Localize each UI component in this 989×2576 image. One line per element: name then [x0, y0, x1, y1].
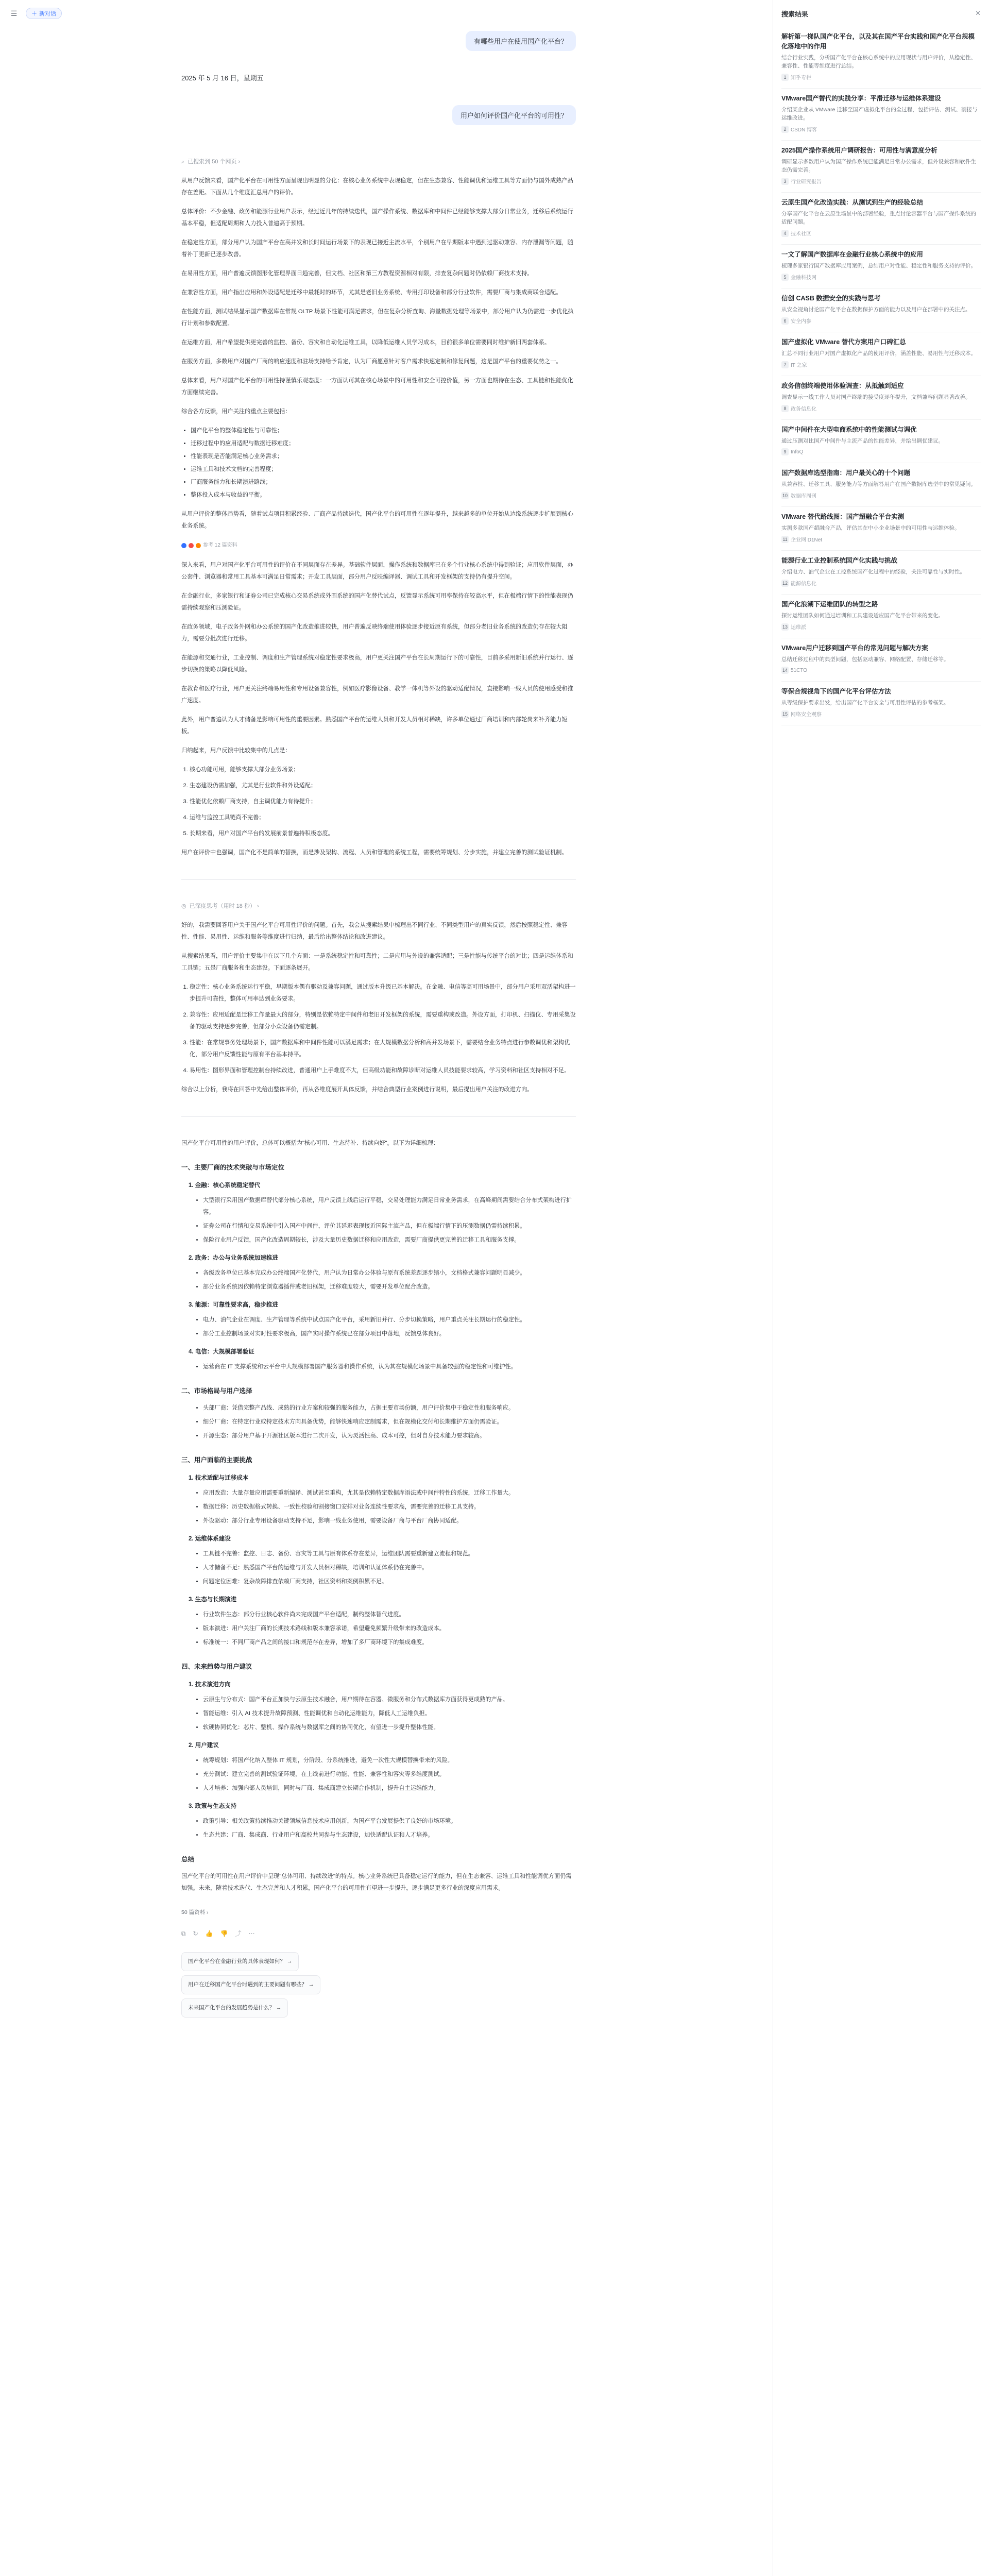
result-title[interactable]: 一文了解国产数据库在金融行业核心系统中的应用 [781, 251, 924, 258]
result-title[interactable]: 等保合规视角下的国产化平台评估方法 [781, 688, 891, 695]
result-item[interactable] [781, 420, 981, 463]
list-item: 2. 兼容性：应用适配是迁移工作量最大的部分，特别是依赖特定中间件和老旧开发框架的系统，需要重构或改造。外设方面，打印机、扫描仪、专用采集设备的驱动支持逐步完善，但部分小众设备仍需定制。 [190, 1009, 576, 1033]
result-index: 8 [781, 405, 789, 412]
result-index: 2 [781, 126, 789, 133]
section-title: 三、用户面临的主要挑战 [181, 1456, 252, 1464]
result-source: 行业研究报告 [791, 179, 822, 185]
list-item: • 国产化平台的整体稳定性与可靠性； [191, 425, 576, 437]
result-index: 13 [782, 624, 788, 630]
divider [181, 879, 576, 880]
sources-line[interactable] [181, 539, 576, 551]
list-item: • 人才储备不足：熟悉国产平台的运维与开发人员相对稀缺，培训和认证体系仍在完善中。 [203, 1562, 576, 1574]
thumb-up-icon[interactable]: 👍 [205, 1930, 213, 1937]
result-item[interactable] [781, 27, 981, 89]
list-item: • 统筹规划：将国产化纳入整体 IT 规划，分阶段、分系统推进，避免一次性大规模替换带来的风险。 [203, 1755, 576, 1767]
result-item[interactable] [781, 332, 981, 376]
answer-paragraph: 在教育和医疗行业，用户更关注终端易用性和专用设备兼容性，例如医疗影像设备、教学一体机等外设的驱动适配情况，直接影响一线人员的使用感受和推广速度。 [181, 686, 573, 704]
result-title[interactable]: 信创 CASB 数据安全的实践与思考 [781, 295, 881, 302]
result-source: 运维派 [791, 625, 806, 631]
list-item: • 版本演进：用户关注厂商的长期技术路线和版本兼容承诺，希望避免频繁升级带来的改造成本。 [203, 1623, 576, 1635]
result-meta [781, 229, 981, 237]
list-item: • 行业软件生态：部分行业核心软件尚未完成国产平台适配，制约整体替代进度。 [203, 1609, 576, 1621]
list-item: • 问题定位困难：复杂故障排查依赖厂商支持，社区资料和案例积累不足。 [203, 1576, 576, 1588]
list-item: 2. 生态建设仍需加强，尤其是行业软件和外设适配； [190, 780, 576, 792]
result-item[interactable] [781, 638, 981, 682]
list-item: • 人才培养：加强内部人员培训，同时与厂商、集成商建立长期合作机制，提升自主运维能力。 [203, 1783, 576, 1794]
result-source: IT 之家 [791, 363, 807, 368]
deep-paragraphs [181, 560, 576, 738]
section-title: 一、主要厂商的技术突破与市场定位 [181, 1164, 285, 1171]
list-item: • 迁移过程中的应用适配与数据迁移难度； [191, 438, 576, 450]
section-title: 二、市场格局与用户选择 [181, 1387, 252, 1395]
answer-paragraphs [181, 175, 576, 399]
result-snippet: 从等级保护要求出发，给出国产化平台安全与可用性评估的参考框架。 [781, 700, 949, 706]
divider [181, 1116, 576, 1117]
result-meta [781, 448, 981, 455]
result-title[interactable]: 2025国产操作系统用户调研报告：可用性与满意度分析 [781, 147, 937, 154]
reference-chip[interactable]: 50 篇资料 › [181, 1909, 209, 1916]
result-meta [781, 535, 981, 543]
result-item[interactable] [781, 595, 981, 638]
result-snippet: 介绍某企业从 VMware 迁移至国产虚拟化平台的全过程，包括评估、测试、割接与运维改进。 [781, 107, 978, 121]
subsection-title: 3. 政策与生态支持 [189, 1803, 237, 1809]
result-meta [781, 667, 981, 674]
regenerate-icon[interactable]: ↻ [193, 1930, 198, 1937]
result-index: 15 [782, 711, 788, 717]
result-title[interactable]: 云原生国产化改造实践：从测试到生产的经验总结 [781, 199, 924, 206]
list-item: 3. 性能优化依赖厂商支持，自主调优能力有待提升； [190, 796, 576, 808]
answer-paragraph: 总体来看，用户对国产化平台的可用性持谨慎乐观态度：一方面认可其在核心场景中的可用性和安全可控价值，另一方面也期待在生态、工具链和性能优化方面继续完善。 [181, 378, 573, 396]
third-para: 综合以上分析，我将在回答中先给出整体评价，再从各维度展开具体反馈，并结合典型行业案例进行说明，最后提出用户关注的改进方向。 [181, 1087, 533, 1093]
search-hint-label: 已搜索到 50 个网页 › [187, 159, 241, 165]
think-icon: ◎ [181, 903, 186, 909]
answer-paragraph: 在稳定性方面，部分用户认为国产平台在高并发和长时间运行场景下的表现已接近主流水平，个别用户在早期版本中遇到过驱动兼容、内存泄漏等问题，随着补丁更新已逐步改善。 [181, 240, 573, 258]
list-item: • 应用改造：大量存量应用需要重新编译、测试甚至重构，尤其是依赖特定数据库语法或中间件特性的系统，迁移工作量大。 [203, 1487, 576, 1499]
result-source: CSDN 博客 [791, 127, 817, 133]
list-item: • 生态共建：厂商、集成商、行业用户和高校共同参与生态建设，加快适配认证和人才培养。 [203, 1829, 576, 1841]
concern-list [191, 425, 576, 501]
list-item: 1. 核心功能可用，能够支撑大部分业务场景； [190, 764, 576, 776]
user-message-1: 有哪些用户在使用国产化平台？ [466, 31, 576, 51]
list-item: • 智能运维：引入 AI 技术提升故障预测、性能调优和自动化运维能力，降低人工运维负担。 [203, 1708, 576, 1720]
result-item[interactable] [781, 141, 981, 193]
subsection-title: 1. 技术演进方向 [189, 1682, 231, 1688]
result-index: 12 [782, 580, 788, 586]
subsection-title: 2. 政务：办公与业务系统加速推进 [189, 1255, 278, 1261]
list-item: • 运维工具和技术文档的完善程度； [191, 464, 576, 476]
more-icon[interactable]: ⋯ [248, 1930, 255, 1937]
result-snippet: 从安全视角讨论国产化平台在数据保护方面的能力以及用户在部署中的关注点。 [781, 307, 971, 313]
answer-paragraph: 从用户反馈来看，国产化平台在可用性方面呈现出明显的分化：在核心业务系统中表现稳定，但在生态兼容、性能调优和运维工具等方面仍与国外成熟产品存在差距。下面从几个维度汇总用户的评价。 [181, 178, 573, 196]
result-item[interactable] [781, 289, 981, 332]
result-meta [781, 125, 981, 133]
result-item[interactable] [781, 193, 981, 245]
list-item: • 政策引导：相关政策持续推动关键领域信息技术应用创新，为国产平台发展提供了良好的市场环境。 [203, 1816, 576, 1827]
answer-paragraph: 总体评价：不少金融、政务和能源行业用户表示，经过近几年的持续迭代，国产操作系统、数据库和中间件已经能够支撑大部分日常业务，迁移后系统运行基本平稳，但适配周期和人力投入普遍高于预期。 [181, 209, 573, 227]
result-source: InfoQ [791, 449, 804, 455]
list-item: 5. 长期来看，用户对国产平台的发展前景普遍持积极态度。 [190, 828, 576, 840]
thinking-list [181, 981, 576, 1077]
closing-para: 用户在评价中也强调，国产化不是简单的替换，而是涉及架构、流程、人员和管理的系统工程，需要统筹规划、分步实施，并建立完善的测试验证机制。 [181, 850, 568, 856]
result-snippet: 介绍电力、油气企业在工控系统国产化过程中的经验，关注可靠性与实时性。 [781, 569, 965, 575]
list-item: 1. 稳定性：核心业务系统运行平稳，早期版本偶有驱动及兼容问题，通过版本升级已基本解决。在金融、电信等高可用场景中，部分用户采用双活架构进一步提升可靠性，整体可用率达到业务要求。 [190, 981, 576, 1005]
list-item: • 数据迁移：历史数据格式转换、一致性校验和割接窗口安排对业务连续性要求高，需要完善的迁移工具支持。 [203, 1501, 576, 1513]
answer-paragraph: 深入来看，用户对国产化平台可用性的评价在不同层面存在差异。基础软件层面，操作系统和数据库已在多个行业核心系统中得到验证；应用软件层面，办公套件、浏览器和常用工具基本可满足日常需求；开发工具层面，部分用户反映编译器、调试工具和开发框架的支持仍有提升空间。 [181, 562, 573, 580]
date-heading: 2025 年 5 月 16 日，星期五 [181, 74, 264, 82]
copy-icon[interactable]: ⧉ [181, 1930, 186, 1937]
answer-paragraph: 在兼容性方面，用户指出应用和外设适配是迁移中最耗时的环节，尤其是老旧业务系统、专用打印设备和部分行业软件，需要厂商与集成商联合适配。 [181, 290, 562, 296]
result-meta [781, 623, 981, 631]
result-snippet: 分享国产化平台在云原生场景中的部署经验，重点讨论容器平台与国产操作系统的适配问题。 [781, 211, 976, 225]
result-title[interactable]: 国产数据库选型指南：用户最关心的十个问题 [781, 469, 911, 477]
result-item[interactable] [781, 507, 981, 551]
bullet-list [203, 1314, 576, 1340]
list-item: • 电力、油气企业在调度、生产管理等系统中试点国产化平台，采用新旧并行、分步切换策略，用户重点关注长期运行的稳定性。 [203, 1314, 576, 1326]
answer-paragraph: 在易用性方面，用户普遍反馈图形化管理界面日趋完善，但文档、社区和第三方教程资源相对有限，排查复杂问题时仍依赖厂商技术支持。 [181, 270, 533, 277]
list-item: • 外设驱动：部分行业专用设备驱动支持不足，影响一线业务使用，需要设备厂商与平台厂商协同适配。 [203, 1515, 576, 1527]
panel-title: 搜索结果 [781, 10, 809, 18]
result-title[interactable]: VMware 替代路线图：国产超融合平台实测 [781, 513, 905, 520]
result-item[interactable] [781, 463, 981, 507]
list-item: • 大型银行采用国产数据库替代部分核心系统，用户反馈上线后运行平稳，交易处理能力满足日常业务需求，在高峰期间需要结合分布式架构进行扩容。 [203, 1195, 576, 1218]
search-hint[interactable] [181, 156, 576, 168]
list-item: • 云原生与分布式：国产平台正加快与云原生技术融合，用户期待在容器、微服务和分布式数据库方面获得更成熟的产品。 [203, 1694, 576, 1706]
bullet-list [203, 1755, 576, 1794]
answer-paragraph: 在性能方面，测试结果显示国产数据库在常规 OLTP 场景下性能可满足需求，但在复杂分析查询、海量数据处理等场景中，部分用户认为仍需进一步优化执行计划和参数配置。 [181, 309, 574, 327]
bullet-list [203, 1487, 576, 1527]
source-dot-icon [189, 543, 194, 548]
numbered-intro: 归纳起来，用户反馈中比较集中的几点是： [181, 748, 291, 754]
result-meta [781, 73, 981, 81]
list-item: • 厂商服务能力和长期演进路线； [191, 477, 576, 488]
result-index: 7 [781, 361, 789, 368]
close-icon[interactable]: ✕ [975, 9, 981, 17]
search-results-panel [773, 0, 989, 2576]
list-item: • 证券公司在行情和交易系统中引入国产中间件，评价其延迟表现接近国际主流产品，但在极端行情下的压测数据仍需持续积累。 [203, 1221, 576, 1232]
result-source: 能源信息化 [791, 581, 816, 587]
result-snippet: 调查显示一线工作人员对国产终端的接受度逐年提升，文档兼容问题显著改善。 [781, 394, 971, 400]
sidebar-toggle-icon[interactable]: ☰ [10, 9, 18, 18]
answer-sections [181, 1162, 576, 1841]
list-item: • 保险行业用户反馈，国产化改造周期较长，涉及大量历史数据迁移和应用改造，需要厂商提供更完善的迁移工具和服务支撑。 [203, 1234, 576, 1246]
answer-paragraph: 在运维方面，用户希望提供更完善的监控、备份、容灾和自动化运维工具，以降低运维人员学习成本，目前很多单位需要同时维护新旧两套体系。 [181, 340, 551, 346]
result-meta [781, 361, 981, 368]
result-snippet: 总结迁移过程中的典型问题，包括驱动兼容、网络配置、存储迁移等。 [781, 656, 949, 663]
list-item: • 开源生态：部分用户基于开源社区版本进行二次开发，认为灵活性高、成本可控，但对自身技术能力要求较高。 [203, 1430, 576, 1442]
list-item: 4. 易用性：图形界面和管理控制台持续改进，普通用户上手难度不大，但高级功能和故障诊断对运维人员技能要求较高，学习资料和社区支持相对不足。 [190, 1065, 576, 1077]
source-dot-icon [181, 543, 186, 548]
result-snippet: 结合行业实践，分析国产化平台在核心系统中的应用现状与用户评价，从稳定性、兼容性、性能等维度进行总结。 [781, 55, 976, 69]
list-item: • 运营商在 IT 支撑系统和云平台中大规模部署国产服务器和操作系统，认为其在规模化场景中具备较强的稳定性和可维护性。 [203, 1361, 576, 1373]
result-index: 6 [781, 317, 789, 325]
result-index: 14 [782, 668, 788, 673]
result-index: 1 [781, 74, 789, 81]
assistant-answer [181, 156, 576, 2018]
result-index: 3 [781, 178, 789, 185]
result-source: 数据库周刊 [791, 494, 816, 499]
list-item: • 整体投入成本与收益的平衡。 [191, 489, 576, 501]
result-meta [781, 404, 981, 412]
list-item: • 软硬协同优化：芯片、整机、操作系统与数据库之间的协同优化，有望进一步提升整体性能。 [203, 1722, 576, 1734]
result-item[interactable] [781, 245, 981, 289]
result-snippet: 实测多款国产超融合产品，评估其在中小企业场景中的可用性与运维体验。 [781, 525, 960, 531]
panel-header [773, 0, 989, 27]
subsection-title: 1. 金融：核心系统稳定替代 [189, 1182, 261, 1189]
result-title[interactable]: 国产虚拟化 VMware 替代方案用户口碑汇总 [781, 338, 906, 346]
bullet-list [203, 1609, 576, 1649]
followup-suggestion[interactable]: 未来国产化平台的发展趋势是什么？ → [181, 1998, 288, 2018]
result-source: 安全内参 [791, 319, 811, 325]
answer-paragraph: 此外，用户普遍认为人才储备是影响可用性的重要因素。熟悉国产平台的运维人员和开发人员相对稀缺，许多单位通过厂商培训和内部轮岗来补齐能力短板。 [181, 717, 568, 735]
bullet-list [203, 1548, 576, 1588]
plus-icon: ＋ [31, 11, 37, 17]
result-index: 9 [781, 448, 789, 455]
followup-suggestion[interactable]: 用户在迁移国产化平台时遇到的主要问题有哪些？ → [181, 1975, 320, 1994]
subsection-title: 2. 用户建议 [189, 1742, 219, 1749]
bullet-list [203, 1267, 576, 1293]
answer-paragraph: 在金融行业，多家银行和证券公司已完成核心交易系统或外围系统的国产化替代试点，反馈显示系统可用率保持在较高水平，但在极端行情下的性能表现仍需持续观察和压测验证。 [181, 593, 573, 611]
subsection-title: 3. 生态与长期演进 [189, 1597, 237, 1603]
list-item: 4. 运维与监控工具链尚不完善； [190, 812, 576, 824]
think-hint[interactable] [181, 901, 576, 912]
result-snippet: 汇总不同行业用户对国产虚拟化产品的使用评价，涵盖性能、易用性与迁移成本。 [781, 350, 976, 357]
list-item: • 细分厂商：在特定行业或特定技术方向具备优势，能够快速响应定制需求，但在规模化交付和长期维护方面仍需验证。 [203, 1416, 576, 1428]
subsection-title: 4. 电信：大规模部署验证 [189, 1349, 254, 1355]
result-meta [781, 579, 981, 587]
numbered-list [181, 764, 576, 840]
result-item[interactable] [781, 551, 981, 595]
top-bar [0, 0, 773, 27]
list-item: • 充分测试：建立完善的测试验证环境，在上线前进行功能、性能、兼容性和容灾等多维度测试。 [203, 1769, 576, 1781]
para-after-list: 从用户评价的整体趋势看，随着试点项目积累经验、厂商产品持续迭代，国产化平台的可用性在逐年提升，越来越多的单位开始从边缘系统逐步扩展到核心业务系统。 [181, 511, 573, 529]
bullet-list [203, 1361, 576, 1373]
share-icon[interactable]: ⤴ [235, 1930, 242, 1937]
user-message-wrap [181, 105, 576, 125]
list-item: • 性能表现是否能满足核心业务需求； [191, 451, 576, 463]
result-title[interactable]: 国产化浪潮下运维团队的转型之路 [781, 601, 878, 608]
source-dot-icon [196, 543, 201, 548]
answer-paragraph: 在能源和交通行业，工业控制、调度和生产管理系统对稳定性要求极高，用户更关注国产平台在长周期运行下的可靠性，目前多采用新旧系统并行运行、逐步切换的策略以降低风险。 [181, 655, 573, 673]
result-meta [781, 492, 981, 499]
subsection-title: 3. 能源：可靠性要求高，稳步推进 [189, 1302, 278, 1308]
answer-paragraph: 在政务领域，电子政务外网和办公系统的国产化改造推进较快，用户普遍反映终端使用体验逐步接近原有系统，但部分老旧业务系统的改造仍存在较大阻力，需要分批次进行迁移。 [181, 624, 568, 642]
result-title[interactable]: 政务信创终端使用体验调查：从抵触到适应 [781, 382, 904, 389]
result-meta [781, 710, 981, 718]
result-source: 51CTO [791, 667, 808, 673]
result-snippet: 从兼容性、迁移工具、服务能力等方面解答用户在国产数据库选型中的常见疑问。 [781, 481, 976, 487]
result-index: 11 [781, 536, 789, 543]
new-chat-button[interactable] [26, 8, 62, 19]
bullet-list [203, 1402, 576, 1442]
list-item: • 工具链不完善：监控、日志、备份、容灾等工具与原有体系存在差异，运维团队需要重新建立流程和规范。 [203, 1548, 576, 1560]
result-meta [781, 317, 981, 325]
conversation [181, 31, 576, 2018]
sources-label: 参考 12 篇资料 [203, 543, 237, 548]
result-item[interactable] [781, 682, 981, 725]
result-title[interactable]: 国产中间件在大型电商系统中的性能测试与调优 [781, 426, 917, 433]
result-item[interactable] [781, 376, 981, 420]
result-source: 政务信息化 [791, 406, 816, 412]
result-meta [781, 177, 981, 185]
followup-suggestion[interactable]: 国产化平台在金融行业的具体表现如何？ → [181, 1952, 299, 1971]
answer-paragraph: 在服务方面，多数用户对国产厂商的响应速度和驻场支持给予肯定，认为厂商愿意针对客户需求快速定制和修复问题，这是国产平台的重要优势之一。 [181, 359, 562, 365]
result-title[interactable]: 能源行业工业控制系统国产化实践与挑战 [781, 557, 898, 564]
list-item: 3. 性能：在常规事务处理场景下，国产数据库和中间件性能可以满足需求；在大规模数据分析和高并发场景下，需要结合业务特点进行参数调优和架构优化，部分用户反馈性能与原有平台基本持平。 [190, 1037, 576, 1061]
thumb-down-icon[interactable]: 👎 [220, 1930, 228, 1937]
subsection-title: 2. 运维体系建设 [189, 1536, 231, 1542]
result-index: 4 [781, 230, 789, 237]
bullet-list [203, 1195, 576, 1246]
answer-actions [181, 1928, 576, 1940]
result-index: 10 [782, 493, 788, 498]
list-intro: 综合各方反馈，用户关注的重点主要包括： [181, 409, 291, 415]
new-chat-label: 新对话 [39, 11, 56, 17]
list-item: • 各级政务单位已基本完成办公终端国产化替代，用户认为日常办公体验与原有系统差距逐步缩小，文档格式兼容问题明显减少。 [203, 1267, 576, 1279]
section-title: 四、未来趋势与用户建议 [181, 1663, 252, 1670]
user-message-2: 用户如何评价国产化平台的可用性？ [452, 105, 576, 125]
result-source: 企业网 D1Net [791, 537, 823, 543]
list-item: • 头部厂商：凭借完整产品线、成熟的行业方案和较强的服务能力，占据主要市场份额，用户评价集中于稳定性和服务响应。 [203, 1402, 576, 1414]
result-source: 网络安全观察 [791, 712, 822, 718]
bullet-list [203, 1694, 576, 1734]
result-snippet: 通过压测对比国产中间件与主流产品的性能差异，并给出调优建议。 [781, 438, 944, 444]
results-list [773, 27, 989, 725]
result-title[interactable]: VMware国产替代的实践分享：平滑迁移与运维体系建设 [781, 95, 941, 102]
conclusion-text: 国产化平台的可用性在用户评价中呈现"总体可用、持续改进"的特点。核心业务系统已具备稳定运行的能力，但在生态兼容、运维工具和性能调优方面仍需加强。未来，随着技术迭代、生态完善和人才积累，国产化平台的可用性有望进一步提升，逐步满足更多行业的深度应用需求。 [181, 1873, 572, 1891]
summary-intro: 国产化平台可用性的用户评价，总体可以概括为"核心可用、生态待补、持续向好"。以下为详细梳理： [181, 1140, 439, 1146]
thinking-paragraphs [181, 920, 576, 974]
search-icon: ⌕ [181, 159, 185, 165]
result-snippet: 探讨运维团队如何通过培训和工具建设适应国产化平台带来的变化。 [781, 613, 944, 619]
result-index: 5 [781, 274, 789, 281]
answer-paragraph: 从搜索结果看，用户评价主要集中在以下几个方面：一是系统稳定性和可靠性；二是应用与外设的兼容适配；三是性能与传统平台的对比；四是运维体系和工具链；五是厂商服务和生态建设。下面逐条展开。 [181, 953, 573, 971]
result-meta [781, 273, 981, 281]
list-item: • 部分业务系统因依赖特定浏览器插件或老旧框架，迁移难度较大，需要开发单位配合改造。 [203, 1281, 576, 1293]
result-source: 金融科技网 [791, 275, 816, 281]
think-hint-label: 已深度思考（用时 18 秒） › [189, 903, 259, 909]
list-item: • 标准统一：不同厂商产品之间的接口和规范存在差异，增加了多厂商环境下的集成难度。 [203, 1637, 576, 1649]
list-item: • 部分工业控制场景对实时性要求极高，国产实时操作系统已在部分项目中落地，反馈总体良好。 [203, 1328, 576, 1340]
result-source: 技术社区 [791, 231, 811, 237]
result-item[interactable] [781, 89, 981, 141]
result-title[interactable]: VMware用户迁移到国产平台的常见问题与解决方案 [781, 645, 928, 652]
followup-suggestions [181, 1952, 576, 2018]
result-snippet: 梳理多家银行国产数据库应用案例，总结用户对性能、稳定性和服务支持的评价。 [781, 263, 976, 269]
bullet-list [203, 1816, 576, 1841]
result-title[interactable]: 解析第一梯队国产化平台，以及其在国产平台实践和国产化平台规模化落地中的作用 [781, 33, 975, 50]
result-snippet: 调研显示多数用户认为国产操作系统已能满足日常办公需求，但外设兼容和软件生态仍需完善。 [781, 159, 976, 173]
subsection-title: 1. 技术适配与迁移成本 [189, 1475, 249, 1481]
conclusion-title: 总结 [181, 1856, 195, 1863]
answer-paragraph: 好的，我需要回答用户关于国产化平台可用性评价的问题。首先，我会从搜索结果中梳理出不同行业、不同类型用户的真实反馈，然后按照稳定性、兼容性、性能、易用性、运维和服务等维度进行归纳，最后给出整体结论和改进建议。 [181, 922, 568, 940]
result-source: 知乎专栏 [791, 75, 811, 81]
